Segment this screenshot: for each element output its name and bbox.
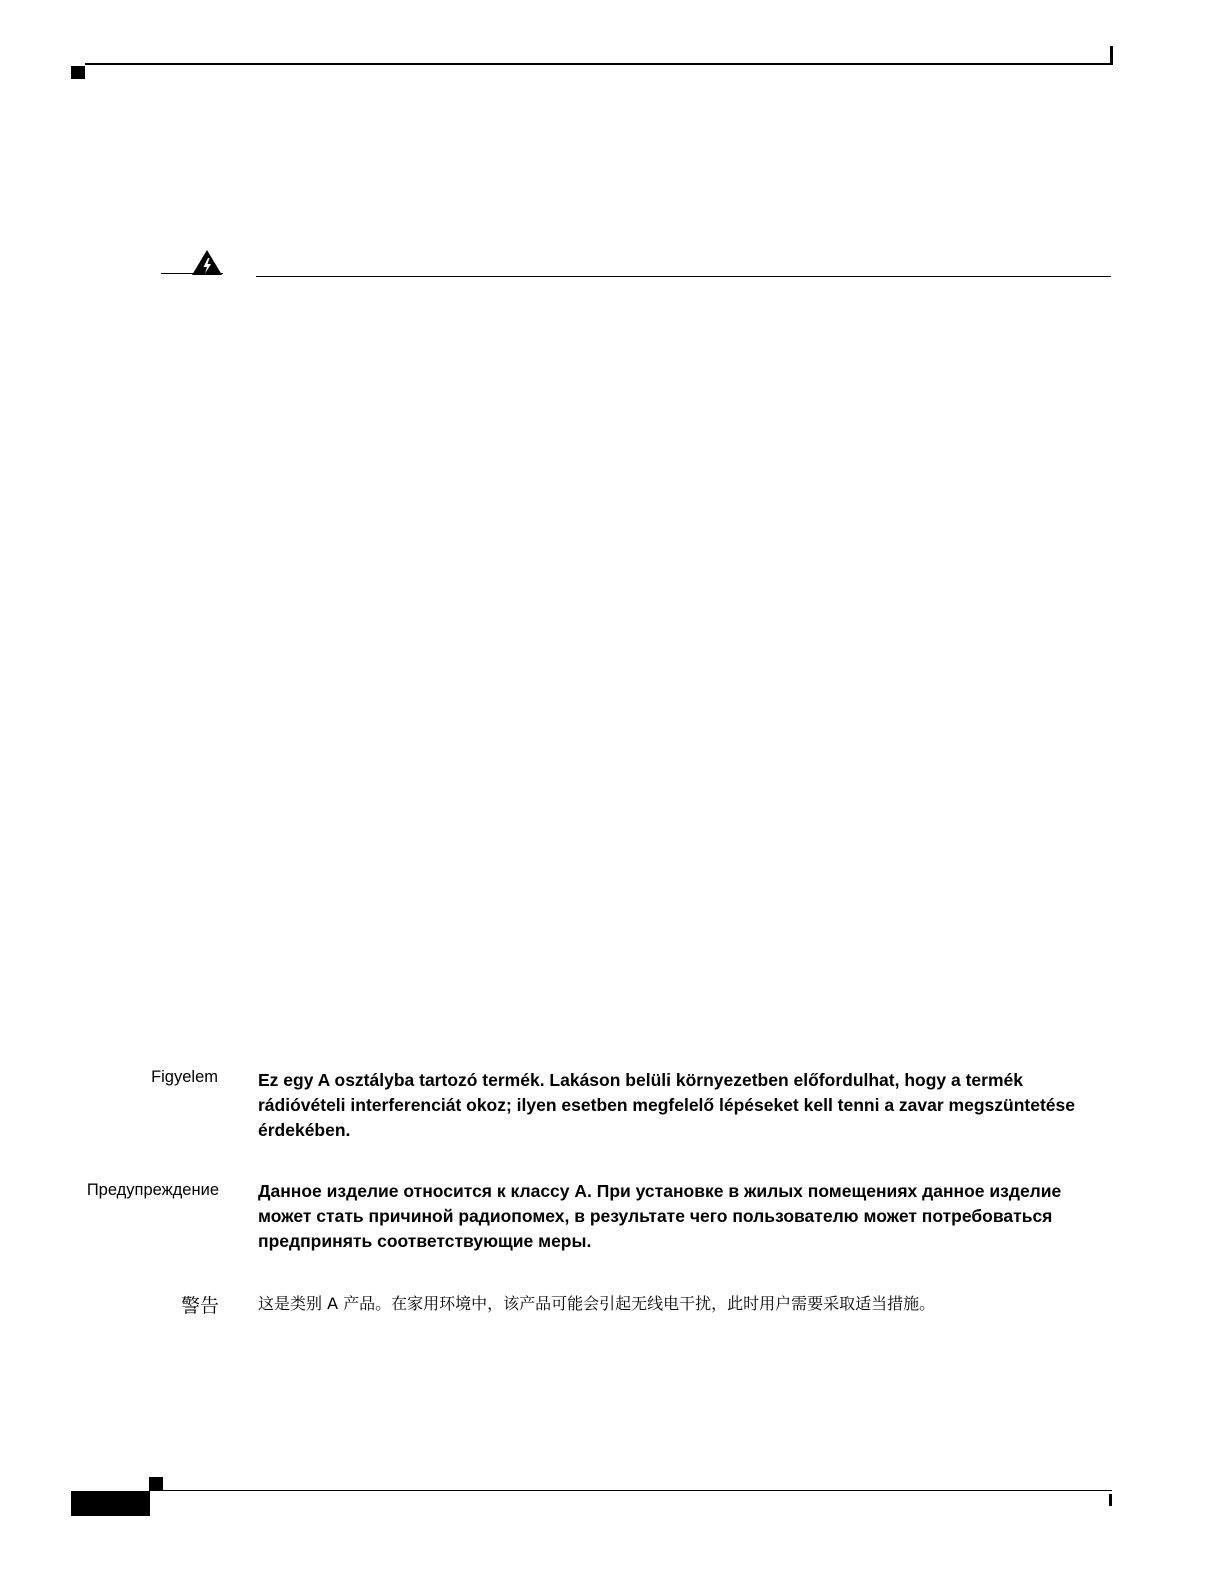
header-marker-square [71,66,85,79]
header-rule [85,63,1112,65]
warning-text-russian: Данное изделие относится к классу А. При установке в жилых помещениях данное изделие может стать причиной радиопомех, в результате чего пользователю может потребоваться предпринять соответствующие меры. [258,1181,1062,1251]
footer-rule [149,1490,1112,1491]
header-edge-tick [1110,46,1113,65]
footer-page-tab [71,1491,150,1516]
footer-marker-square [149,1477,163,1491]
statement-separator-rule [256,276,1111,277]
warning-label-russian: Предупреждение [86,1181,219,1199]
footer-edge-tick [1109,1494,1112,1506]
warning-text-hungarian: Ez egy A osztályba tartozó termék. Lakáson belüli környezetben előfordulhat, hogy a termék rádióvételi interferenciát okoz; ilyen esetben megfelelő lépéseket kell tenni a zavar megszüntetése érdekében. [258,1070,1075,1140]
warning-triangle-icon [191,249,223,276]
warning-label-hungarian: Figyelem [151,1068,218,1086]
warning-text-chinese: 这是类别 A 产品。在家用环境中，该产品可能会引起无线电干扰，此时用户需要采取适当措施。 [258,1294,936,1313]
warning-label-chinese: 警告 [180,1296,219,1317]
